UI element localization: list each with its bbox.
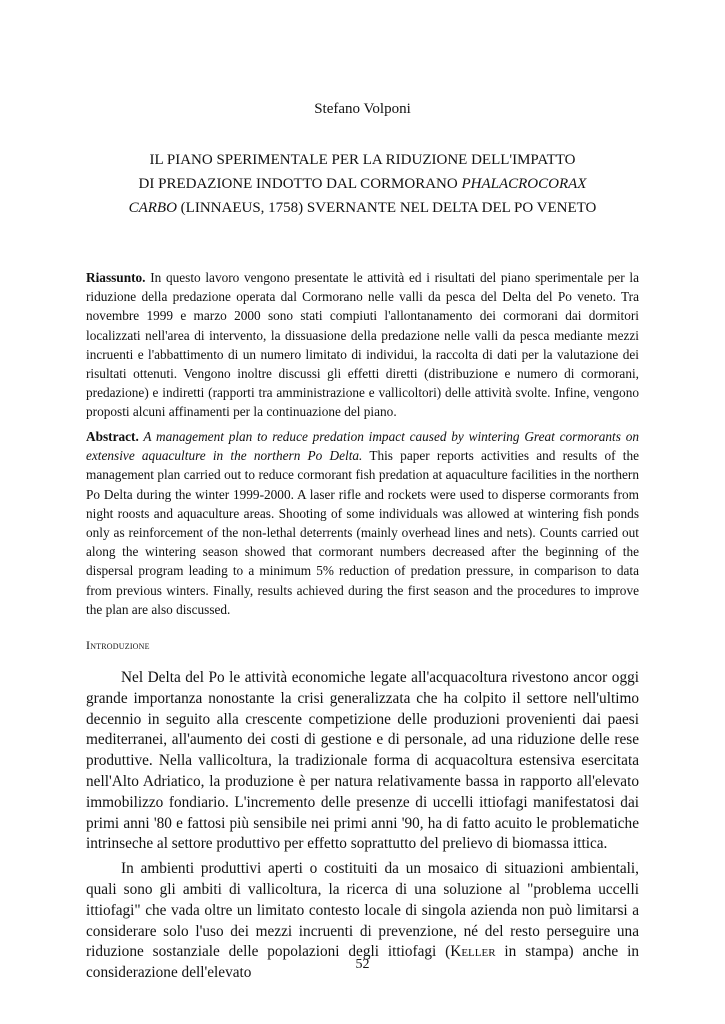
abstract-label: Abstract. — [86, 429, 139, 444]
body-text — [86, 668, 639, 988]
author-name: Stefano Volponi — [314, 101, 411, 117]
riassunto-label: Riassunto. — [86, 270, 146, 285]
title-line-2 — [60, 172, 665, 196]
title-species-genus: PHALACROCORAX — [461, 176, 587, 192]
paragraph-2-text: In ambienti produttivi aperti o costituiti da un mosaico di situazioni ambientali, quali sono gli ambiti di vallicoltura, la ricerca di una soluzione al "problema uccelli ittiofagi" che vada oltre un limitato contesto locale di singola azienda non può limitarsi a considerare solo l'uso dei mezzi incruenti di prevenzione, né del resto perseguire una riduzione sostanziale delle popolazioni degli ittiofagi ( — [86, 860, 639, 961]
riassunto-text: In questo lavoro vengono presentate le attività ed i risultati del piano sperimentale per la riduzione della predazione operata dal Cormorano nelle valli da pesca del Delta del Po veneto. Tra novembre 1999 e marzo 2000 sono stati compiuti l'allontanamento dei cormorani dai dormitori localizzati nell'area di intervento, la dissuasione della predazione nelle valli da pesca mediante mezzi incruenti e l'abbattimento di un numero limitato di individui, la raccolta di dati per la valutazione dei risultati ottenuti. Vengono inoltre discussi gli effetti diretti (distribuzione e numero di cormorani, predazione) e indiretti (rapporti tra amministrazione e vallicoltori) delle attività svolte. Infine, vengono proposti alcuni affinamenti per la continuazione del piano. — [86, 270, 639, 420]
title-line-3-text: (LINNAEUS, 1758) SVERNANTE NEL DELTA DEL PO VENETO — [176, 200, 597, 216]
title-line-1: IL PIANO SPERIMENTALE PER LA RIDUZIONE DELL'IMPATTO — [149, 152, 576, 168]
paragraph-2-continuation: in stampa) anche in considerazione dell'elevato — [86, 943, 639, 982]
abstract-block — [86, 427, 639, 619]
title-line-3 — [60, 196, 665, 220]
body-paragraph-1: Nel Delta del Po le attività economiche legate all'acquacoltura rivestono ancor oggi grande importanza nonostante la crisi generalizzata che ha colpito il settore nell'ultimo decennio in seguito alla crescente competizione delle produzioni provenienti dai paesi mediterranei, all'aumento dei costi di gestione e di personale, ad una riduzione delle rese produttive. Nella vallicoltura, la tradizionale forma di acquacoltura estensiva esercitata nell'Alto Adriatico, la produzione è per natura relativamente bassa in rapporto all'elevato immobilizzo fondiario. L'incremento delle presenze di uccelli ittiofagi manifestatosi dai primi anni '80 e fattosi più sensibile nei primi anni '90, ha di fatto acuito le problematiche intrinseche al settore produttivo per effetto soprattutto del prelievo di biomassa ittica. — [86, 669, 639, 853]
section-heading-introduzione: Introduzione — [86, 638, 150, 652]
page-number: 52 — [355, 957, 370, 972]
abstract-english-title: A management plan to reduce predation impact caused by wintering Great cormorants on extensive aquaculture in the northern Po Delta. — [86, 429, 639, 464]
abstract-text: This paper reports activities and results of the management plan carried out to reduce cormorant fish predation at aquaculture facilities in the northern Po Delta during the winter 1999-2000. A laser rifle and rockets were used to disperse cormorants from night roosts and aquaculture areas. Shooting of some individuals was allowed at wintering fish ponds only as reinforcement of the non-lethal deterrents (mainly overhead lines and nets). Counts carried out along the wintering season showed that cormorant numbers decreased after the beginning of the dispersal program leading to a minimum 5% reduction of predation pressure, in comparison to data from previous winters. Finally, results achieved during the first season and the procedures to improve the plan are also discussed. — [86, 448, 639, 617]
title-species-epithet: CARBO — [128, 200, 177, 216]
citation-author: Keller — [450, 943, 496, 961]
paper-title — [60, 148, 665, 220]
riassunto-block — [86, 268, 639, 422]
title-line-2-text: DI PREDAZIONE INDOTTO DAL CORMORANO — [138, 176, 462, 192]
